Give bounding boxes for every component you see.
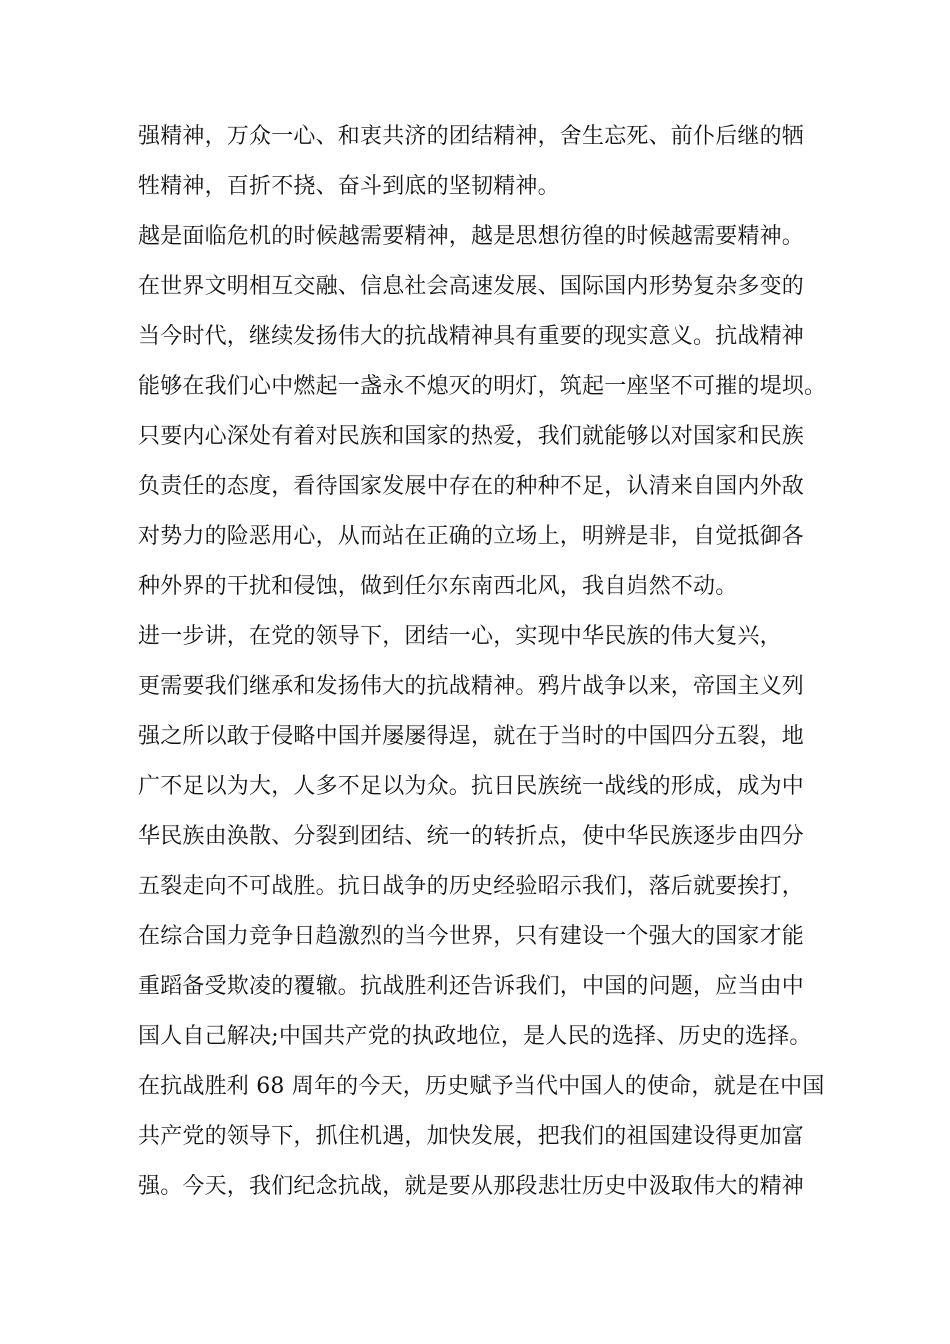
text-line: 只要内心深处有着对民族和国家的热爱，我们就能够以对国家和民族: [138, 424, 805, 449]
text-line: 在综合国力竞争日趋激烈的当今世界，只有建设一个强大的国家才能: [138, 924, 805, 949]
text-line: 广不足以为大，人多不足以为众。抗日民族统一战线的形成，成为中: [138, 774, 805, 799]
text-line: 重蹈备受欺凌的覆辙。抗战胜利还告诉我们，中国的问题，应当由中: [138, 974, 805, 999]
text-line: 在抗战胜利 68 周年的今天，历史赋予当代中国人的使命，就是在中国: [138, 1074, 825, 1099]
text-line: 种外界的干扰和侵蚀，做到任尔东南西北风，我自岿然不动。: [138, 574, 738, 599]
text-line: 能够在我们心中燃起一盏永不熄灭的明灯，筑起一座坚不可摧的堤坝。: [138, 374, 827, 399]
text-line: 强精神，万众一心、和衷共济的团结精神，舍生忘死、前仆后继的牺: [138, 124, 805, 149]
text-line: 在世界文明相互交融、信息社会高速发展、国际国内形势复杂多变的: [138, 274, 805, 299]
text-line: 进一步讲，在党的领导下，团结一心，实现中华民族的伟大复兴，: [138, 624, 782, 649]
text-line: 负责任的态度，看待国家发展中存在的种种不足，认清来自国内外敌: [138, 474, 805, 499]
text-line: 越是面临危机的时候越需要精神，越是思想彷徨的时候越需要精神。: [138, 224, 805, 249]
text-line: 共产党的领导下，抓住机遇，加快发展，把我们的祖国建设得更加富: [138, 1124, 805, 1149]
text-line: 更需要我们继承和发扬伟大的抗战精神。鸦片战争以来，帝国主义列: [138, 674, 805, 699]
text-line: 牲精神，百折不挠、奋斗到底的坚韧精神。: [138, 174, 560, 199]
text-line: 对势力的险恶用心，从而站在正确的立场上，明辨是非，自觉抵御各: [138, 524, 805, 549]
text-line: 国人自己解决;中国共产党的执政地位，是人民的选择、历史的选择。: [138, 1024, 812, 1049]
text-line: 强之所以敢于侵略中国并屡屡得逞，就在于当时的中国四分五裂，地: [138, 724, 805, 749]
text-line: 华民族由涣散、分裂到团结、统一的转折点，使中华民族逐步由四分: [138, 824, 805, 849]
text-line: 五裂走向不可战胜。抗日战争的历史经验昭示我们，落后就要挨打，: [138, 874, 805, 899]
text-line: 强。今天，我们纪念抗战，就是要从那段悲壮历史中汲取伟大的精神: [138, 1174, 805, 1199]
text-line: 当今时代，继续发扬伟大的抗战精神具有重要的现实意义。抗战精神: [138, 324, 805, 349]
